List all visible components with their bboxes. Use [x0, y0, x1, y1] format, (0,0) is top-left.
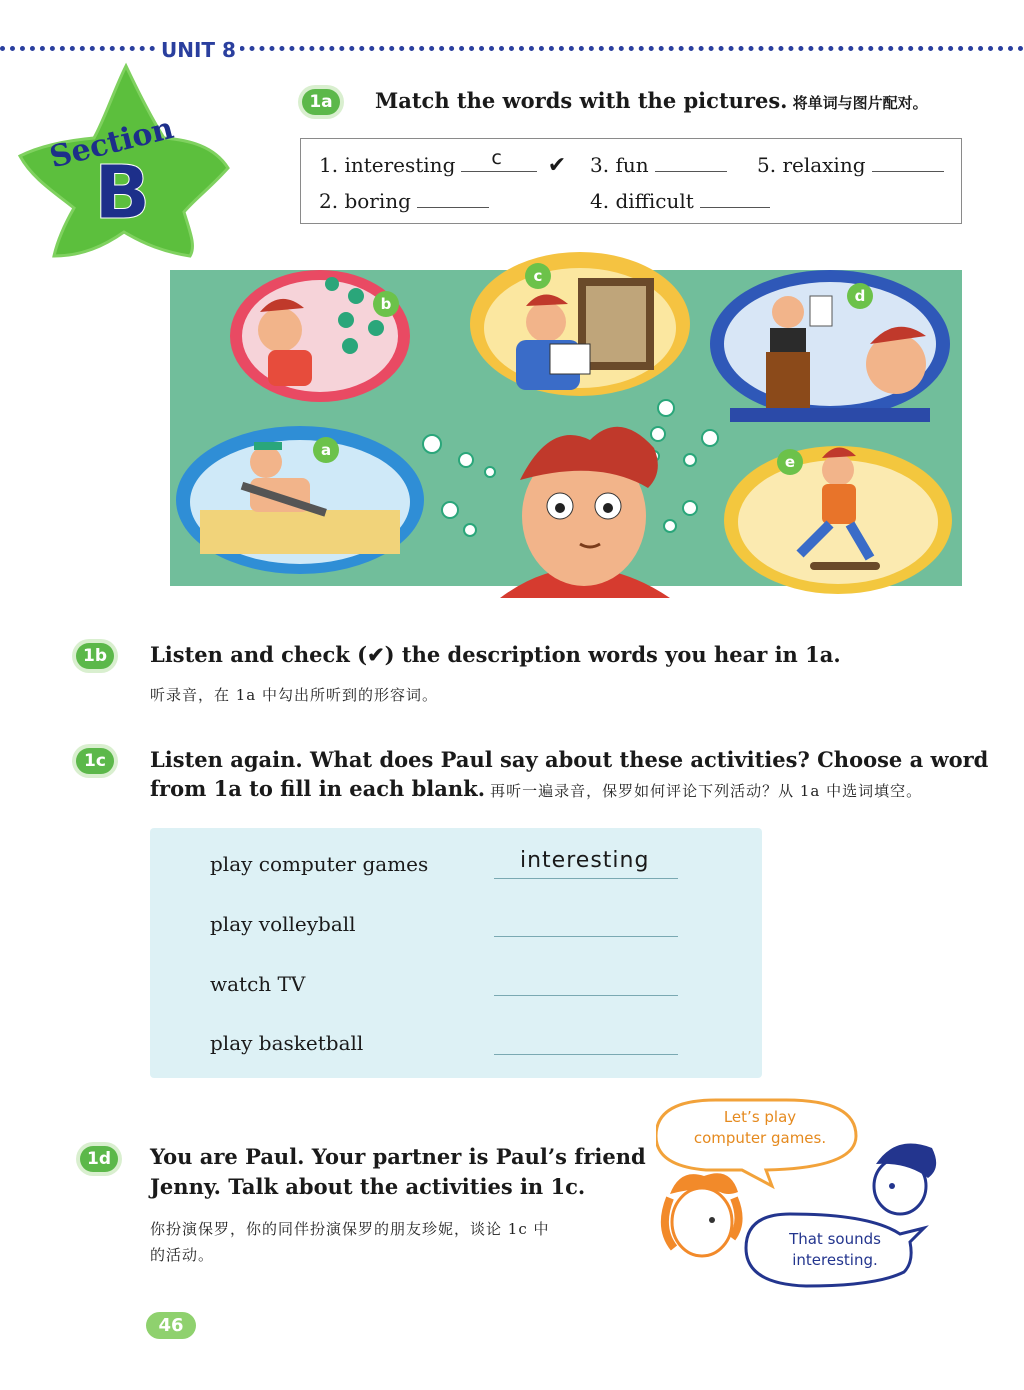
section-word: Section	[46, 110, 178, 176]
activity-3: watch TV	[210, 972, 306, 996]
answer-blank-1[interactable]	[461, 147, 537, 172]
activity-1-blank[interactable]	[494, 878, 678, 879]
instruction-1c-cn: 再听一遍录音，保罗如何评论下列活动？从 1a 中选词填空。	[490, 782, 923, 800]
page-number: 46	[146, 1312, 196, 1339]
thought-bubble-e	[724, 446, 952, 594]
instruction-1d-cn-line2: 的活动。	[150, 1246, 215, 1264]
header-dotted-line	[0, 46, 1024, 51]
word-item-4-text: 4. difficult	[590, 189, 694, 213]
instruction-1b: Listen and check (✔) the description words you hear in 1a.	[150, 642, 841, 667]
instruction-1d-cn-line1: 你扮演保罗，你的同伴扮演保罗的朋友珍妮，谈论 1c 中	[150, 1220, 550, 1238]
answer-blank-5[interactable]	[872, 151, 944, 172]
word-box	[300, 138, 962, 224]
label-e: e	[784, 453, 796, 471]
badge-1d: 1d	[80, 1146, 118, 1172]
activity-1-answer: interesting	[520, 848, 650, 873]
word-item-4	[590, 187, 770, 213]
activity-1: play computer games	[210, 852, 429, 876]
instruction-1a-text: Match the words with the pictures.	[375, 88, 788, 113]
instruction-1c-line2-wrap	[150, 776, 922, 801]
section-star	[14, 60, 234, 260]
thought-bubble-c	[470, 252, 690, 396]
answer-blank-3[interactable]	[655, 151, 727, 172]
speech-bubble-girl-line2: computer games.	[693, 1129, 827, 1147]
instruction-1d-line1: You are Paul. Your partner is Paul’s friend	[150, 1144, 646, 1169]
word-item-2-text: 2. boring	[319, 189, 411, 213]
word-item-5-text: 5. relaxing	[757, 153, 866, 177]
answer-1a-1: c	[491, 147, 502, 169]
word-item-2	[319, 187, 489, 213]
activity-2: play volleyball	[210, 912, 356, 936]
speech-bubble-boy-line1: That sounds	[789, 1230, 881, 1248]
activity-4-blank[interactable]	[494, 1054, 678, 1055]
label-c: c	[533, 267, 543, 285]
word-item-3-text: 3. fun	[590, 153, 649, 177]
badge-1c: 1c	[76, 748, 114, 774]
label-d: d	[854, 287, 866, 305]
speech-bubble-girl-line1: Let’s play	[723, 1108, 797, 1126]
instruction-1c-line1: Listen again. What does Paul say about these activities? Choose a word	[150, 747, 989, 772]
instruction-1c-line2: from 1a to fill in each blank.	[150, 776, 486, 801]
answer-blank-2[interactable]	[417, 187, 489, 208]
activity-3-blank[interactable]	[494, 995, 678, 996]
word-item-1	[319, 147, 567, 178]
section-letter: B	[94, 150, 151, 236]
boy-figure	[874, 1144, 936, 1214]
activities-illustration	[170, 248, 962, 598]
badge-1a: 1a	[302, 89, 340, 115]
instruction-1a-cn: 将单词与图片配对。	[792, 94, 928, 112]
answer-blank-4[interactable]	[700, 187, 770, 208]
check-mark-1: ✔	[547, 153, 567, 178]
activity-2-blank[interactable]	[494, 936, 678, 937]
thought-bubble-a	[176, 426, 424, 574]
speech-bubble-boy-line2: interesting.	[792, 1251, 878, 1269]
instruction-1d-line2: Jenny. Talk about the activities in 1c.	[150, 1174, 586, 1199]
speech-bubble-boy	[758, 1229, 912, 1271]
activity-4: play basketball	[210, 1031, 364, 1055]
label-b: b	[380, 295, 392, 313]
thought-bubble-b	[230, 270, 410, 402]
instruction-1a	[375, 88, 928, 113]
girl-figure	[665, 1173, 739, 1256]
word-item-1-text: 1. interesting	[319, 153, 456, 177]
speech-bubble-girl	[670, 1107, 850, 1149]
label-a: a	[320, 441, 332, 459]
word-item-3	[590, 151, 727, 177]
badge-1b: 1b	[76, 643, 114, 669]
instruction-1b-cn: 听录音，在 1a 中勾出所听到的形容词。	[150, 686, 439, 704]
word-item-5	[757, 151, 944, 177]
fill-in-box	[150, 828, 762, 1078]
unit-title: UNIT 8	[157, 38, 240, 62]
